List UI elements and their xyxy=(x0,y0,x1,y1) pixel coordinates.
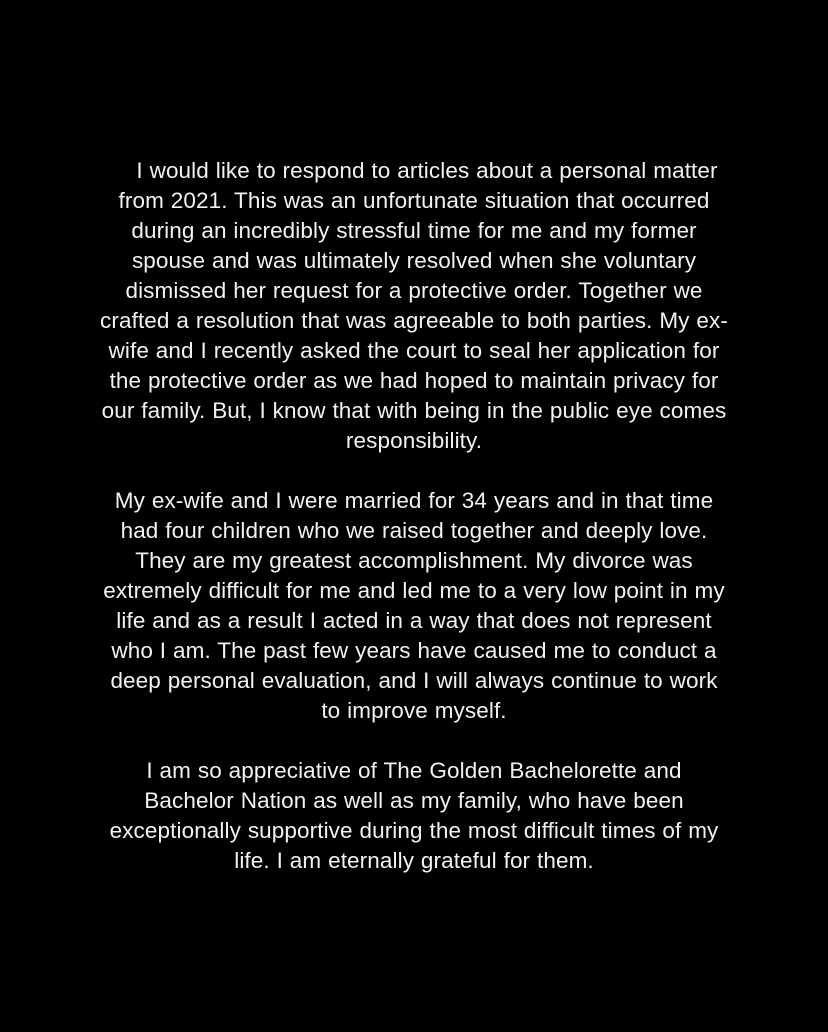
statement-paragraph-2: My ex-wife and I were married for 34 years and in that time had four children who we raised together and deeply love. They are my greatest accomplishment. My divorce was extremely difficult for me and led me to a very low point in my life and as a result I acted in a way that does not represent who I am. The past few years have caused me to conduct a deep personal evaluation, and I will always continue to work to improve myself. xyxy=(103,488,725,723)
statement-text-block xyxy=(100,156,728,876)
statement-paragraph-1: I would like to respond to articles about a personal matter from 2021. This was an unfortunate situation that occurred during an incredibly stressful time for me and my former spouse and was ultimately resolved when she voluntary dismissed her request for a protective order. Together we crafted a resolution that was agreeable to both parties. My ex-wife and I recently asked the court to seal her application for the protective order as we had hoped to maintain privacy for our family. But, I know that with being in the public eye comes responsibility. xyxy=(100,158,728,453)
statement-paragraph-3: I am so appreciative of The Golden Bachelorette and Bachelor Nation as well as my family, who have been exceptionally supportive during the most difficult times of my life. I am eternally grateful for them. xyxy=(109,758,719,873)
